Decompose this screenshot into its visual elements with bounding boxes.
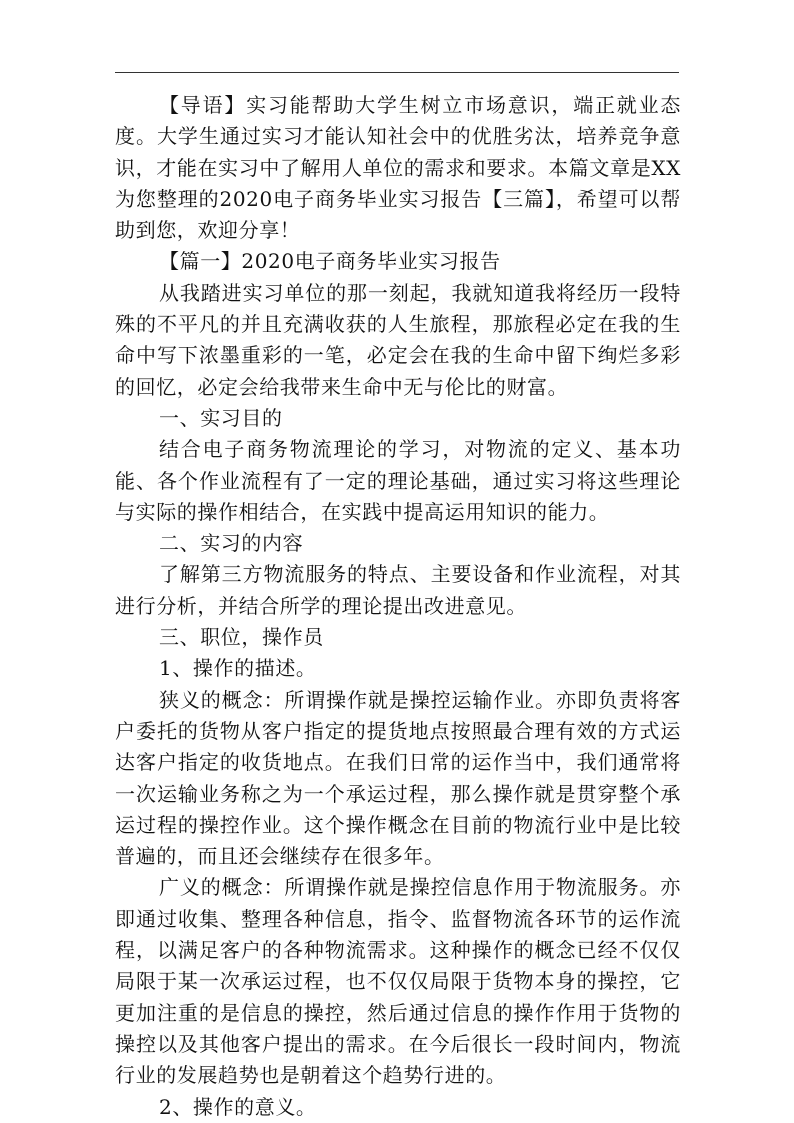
header-divider [115, 72, 679, 73]
narrow-concept-paragraph: 狭义的概念：所谓操作就是操控运输作业。亦即负责将客户委托的货物从客户指定的提货地点按照最合理有效的方式运达客户指定的收货地点。在我们日常的运作当中，我们通常将一次运输业务称之为一个承运过程，那么操作就是贯穿整个承运过程的操控作业。这个操作概念在目前的物流行业中是比较普遍的，而且还会继续存在很多年。 [115, 687, 681, 869]
section-heading-purpose: 一、实习目的 [159, 405, 283, 430]
document-body [115, 90, 681, 1123]
content-paragraph: 了解第三方物流服务的特点、主要设备和作业流程，对其进行分析，并结合所学的理论提出改进意见。 [115, 562, 681, 618]
section-heading-position: 三、职位，操作员 [159, 625, 324, 650]
subheading-description: 1、操作的描述。 [159, 656, 317, 681]
article-one-heading: 【篇一】2020电子商务毕业实习报告 [159, 249, 501, 274]
opening-paragraph: 从我踏进实习单位的那一刻起，我就知道我将经历一段特殊的不平凡的并且充满收获的人生旅程，那旅程必定在我的生命中写下浓墨重彩的一笔，必定会在我的生命中留下绚烂多彩的回忆，必定会给我带来生命中无与伦比的财富。 [115, 280, 681, 399]
purpose-paragraph: 结合电子商务物流理论的学习，对物流的定义、基本功能、各个作业流程有了一定的理论基础，通过实习将这些理论与实际的操作相结合，在实践中提高运用知识的能力。 [115, 437, 681, 524]
section-heading-content: 二、实习的内容 [159, 531, 304, 556]
subheading-significance: 2、操作的意义。 [159, 1094, 317, 1119]
broad-concept-paragraph: 广义的概念：所谓操作就是操控信息作用于物流服务。亦即通过收集、整理各种信息，指令、监督物流各环节的运作流程，以满足客户的各种物流需求。这种操作的概念已经不仅仅局限于某一次承运过程，也不仅仅局限于货物本身的操控，它更加注重的是信息的操控，然后通过信息的操作作用于货物的操控以及其他客户提出的需求。在今后很长一段时间内，物流行业的发展趋势也是朝着这个趋势行进的。 [115, 875, 681, 1088]
intro-paragraph: 【导语】实习能帮助大学生树立市场意识，端正就业态度。大学生通过实习才能认知社会中的优胜劣汰，培养竞争意识，才能在实习中了解用人单位的需求和要求。本篇文章是XX为您整理的2020电子商务毕业实习报告【三篇】，希望可以帮助到您，欢迎分享！ [115, 93, 681, 243]
